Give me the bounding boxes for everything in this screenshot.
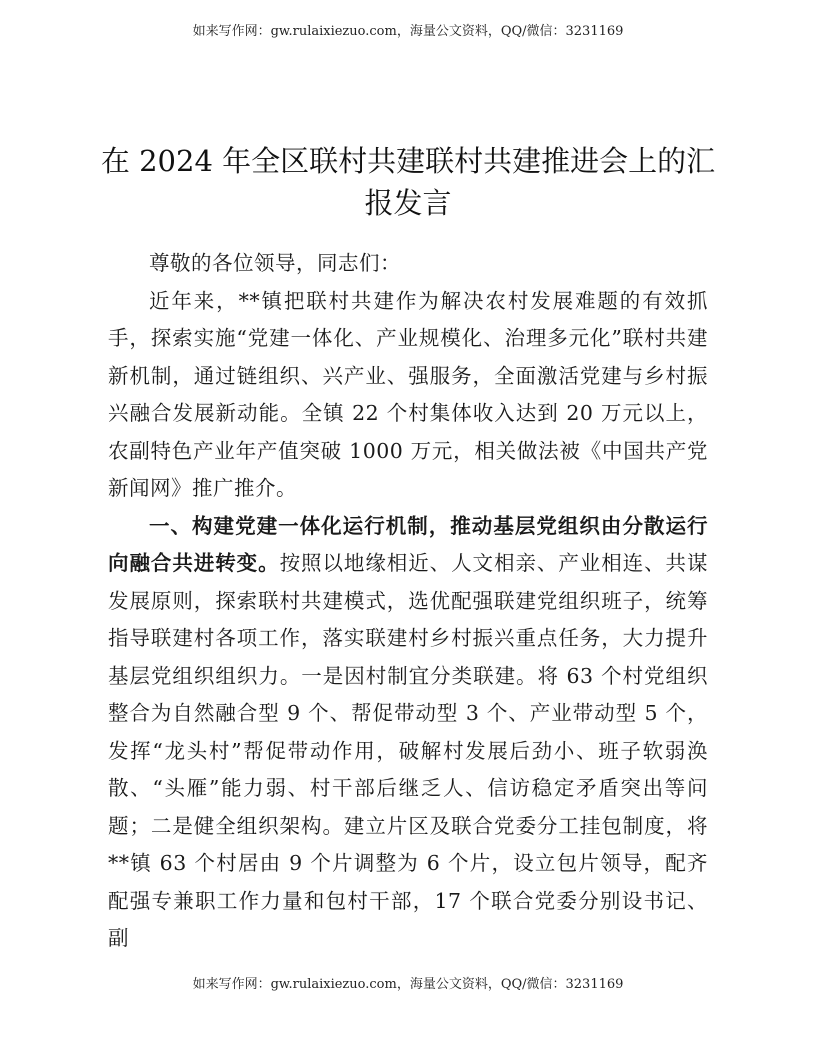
intro-paragraph bbox=[108, 283, 708, 508]
section-one-paragraph bbox=[108, 508, 708, 958]
header-watermark-note: 如来写作网：gw.rulaixiezuo.com，海量公文资料，QQ/微信：3231169 bbox=[192, 24, 624, 39]
section-one-heading: 一、构建党建一体化运行机制，推动基层党组织由分散运行向融合共进转变。 bbox=[108, 513, 708, 575]
document-body bbox=[108, 245, 708, 958]
salutation: 尊敬的各位领导，同志们： bbox=[149, 251, 401, 275]
footer-watermark-note: 如来写作网：gw.rulaixiezuo.com，海量公文资料，QQ/微信：3231169 bbox=[192, 977, 624, 992]
intro-paragraph-text: 近年来，**镇把联村共建作为解决农村发展难题的有效抓手，探索实施“党建一体化、产业规模化、治理多元化”联村共建新机制，通过链组织、兴产业、强服务，全面激活党建与乡村振兴融合发展新动能。全镇 22 个村集体收入达到 20 万元以上，农副特色产业年产值突破 1000 万元，相关做法被《中国共产党新闻网》推广推介。 bbox=[108, 288, 708, 500]
document-title: 在 2024 年全区联村共建联村共建推进会上的汇报发言 bbox=[100, 144, 716, 220]
section-one-text: 按照以地缘相近、人文相亲、产业相连、共谋发展原则，探索联村共建模式，选优配强联建党组织班子，统筹指导联建村各项工作，落实联建村乡村振兴重点任务，大力提升基层党组织组织力。一是因村制宜分类联建。将 63 个村党组织整合为自然融合型 9 个、帮促带动型 3 个、产业带动型 5 个，发挥“龙头村”帮促带动作用，破解村发展后劲小、班子软弱涣散、“头雁”能力弱、村干部后继乏人、信访稳定矛盾突出等问题；二是健全组织架构。建立片区及联合党委分工挂包制度，将**镇 63 个村居由 9 个片调整为 6 个片，设立包片领导，配齐配强专兼职工作力量和包村干部，17 个联合党委分别设书记、副 bbox=[108, 551, 709, 950]
